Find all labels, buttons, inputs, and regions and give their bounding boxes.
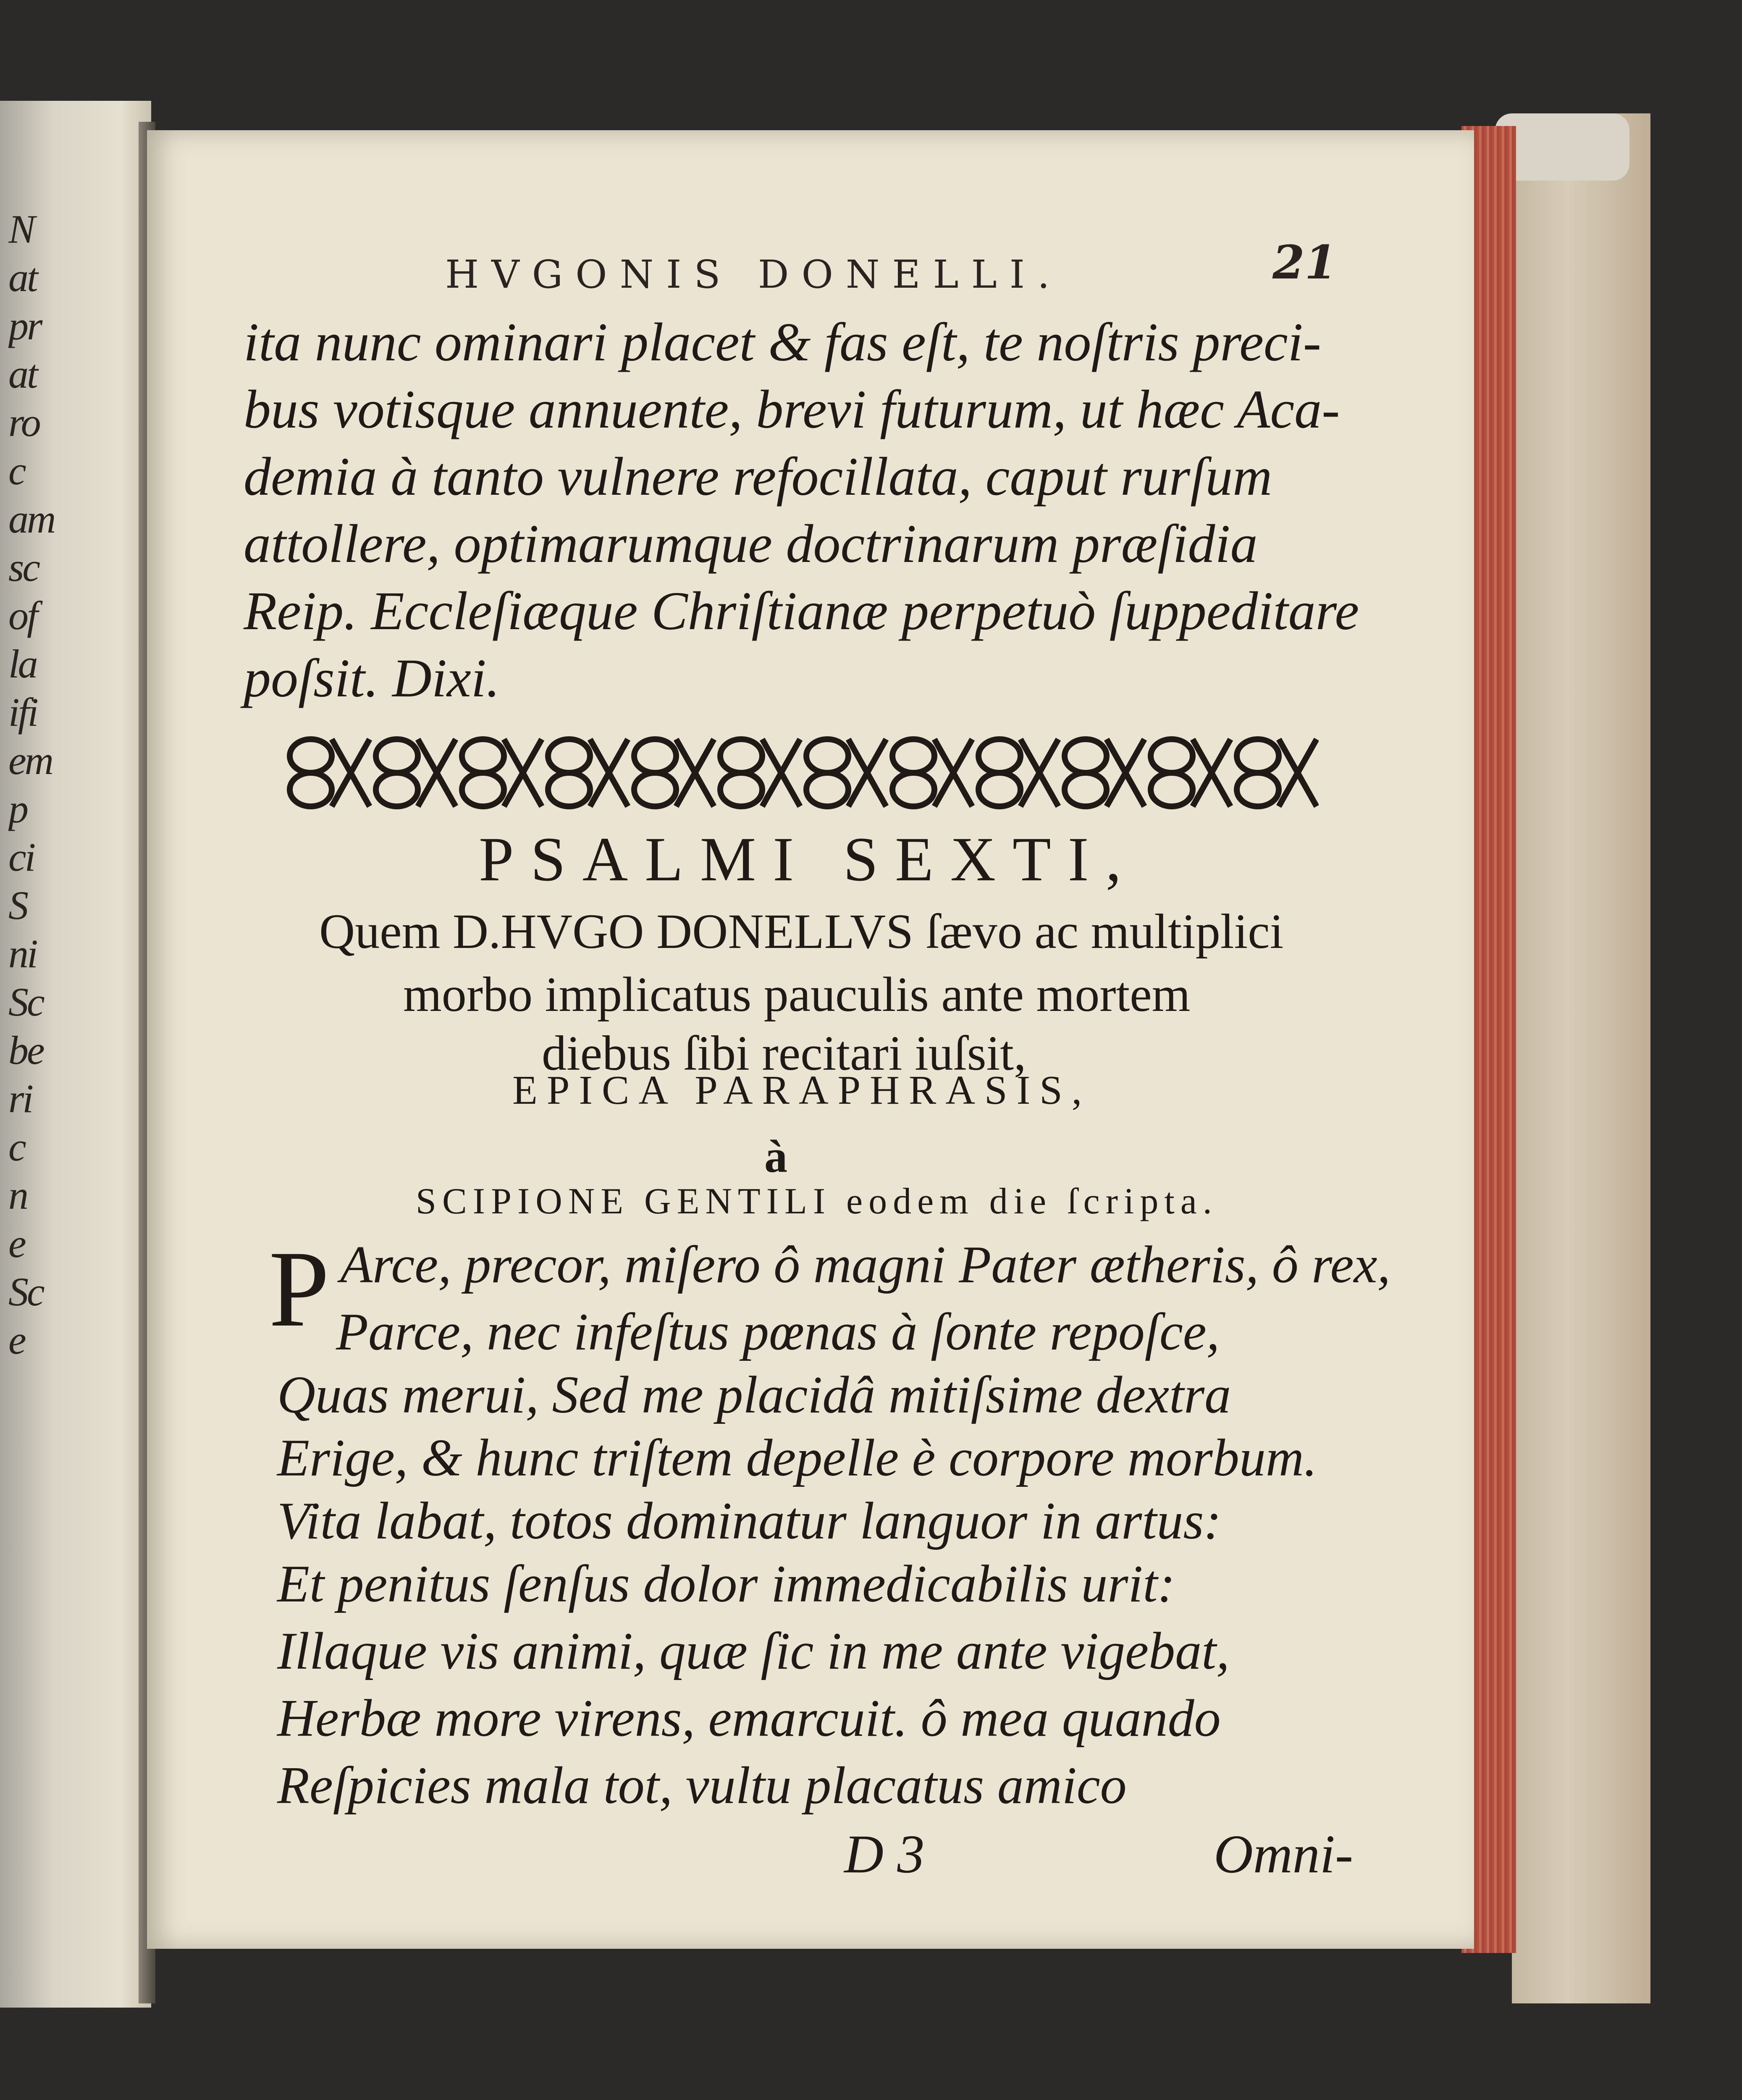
prose-line: demia à tanto vulnere refocillata, caput rurſum — [244, 446, 1272, 507]
title-line: morbo implicatus pauculis ante mortem — [403, 967, 1191, 1022]
left-page-fragment: p — [8, 786, 27, 831]
verse-line: Vita labat, totos dominatur languor in artus: — [277, 1492, 1222, 1550]
left-page-fragment: pr — [8, 303, 41, 348]
ornament-unit — [376, 739, 456, 806]
ornament-unit — [1151, 739, 1230, 806]
verse-line: Et penitus ſenſus dolor immedicabilis urit: — [277, 1555, 1175, 1613]
title-scipione: SCIPIONE GENTILI eodem die ſcripta. — [416, 1181, 1218, 1222]
title-psalmi: PSALMI SEXTI, — [479, 824, 1139, 894]
ornament-unit — [892, 739, 972, 806]
left-page-fragment: ni — [8, 931, 37, 976]
left-page-fragment: e — [8, 1221, 25, 1266]
ornament-unit — [720, 739, 800, 806]
title-line: Quem D.HVGO DONELLVS ſævo ac multiplici — [319, 904, 1284, 959]
left-page-fragment: c — [8, 1124, 25, 1169]
left-page-fragment: n — [8, 1173, 27, 1218]
title-a: à — [764, 1131, 787, 1182]
verse-line: Herbæ more virens, emarcuit. ô mea quando — [277, 1689, 1221, 1748]
left-page-fragment: at — [8, 255, 37, 300]
verse-line: Reſpicies mala tot, vultu placatus amico — [277, 1756, 1127, 1815]
prose-line: ita nunc ominari placet & fas eſt, te noſtris preci- — [244, 312, 1321, 373]
left-page-fragment: sc — [8, 545, 39, 590]
left-page-fragment: e — [8, 1318, 25, 1362]
left-facing-page — [0, 101, 151, 2008]
left-page-fragment: S — [8, 883, 27, 928]
left-page-fragment: em — [8, 738, 52, 783]
prose-line: Reip. Eccleſiæque Chriſtianæ perpetuò ſuppeditare — [244, 581, 1359, 641]
folio-number: 21 — [1272, 235, 1337, 289]
left-page-fragment: of — [8, 593, 37, 638]
title-line: diebus ſibi recitari iuſsit, — [542, 1026, 1026, 1081]
ornament-unit — [462, 739, 542, 806]
verse-line: Erige, & hunc triſtem depelle è corpore morbum. — [277, 1429, 1317, 1487]
running-head: HVGONIS DONELLI. — [445, 252, 1063, 297]
left-page-fragment: at — [8, 352, 37, 396]
left-page-fragment: ro — [8, 400, 39, 445]
left-page-fragment: am — [8, 496, 55, 541]
printer-ornament-band — [277, 722, 1319, 823]
verse-line: Arce, precor, miſero ô magni Pater ætheris, ô rex, — [340, 1236, 1390, 1294]
drop-capital: P — [269, 1228, 330, 1349]
book-binding — [1512, 113, 1650, 2003]
left-page-fragment: la — [8, 641, 37, 686]
left-page-fragment: Sc — [8, 979, 43, 1024]
title-epica: EPICA PARAPHRASIS, — [512, 1068, 1091, 1113]
verse-line: Parce, nec infeſtus pœnas à ſonte repoſce, — [336, 1303, 1220, 1361]
ornament-unit — [1237, 739, 1317, 806]
left-page-fragment: ifi — [8, 690, 37, 735]
left-page-fragment: ci — [8, 835, 34, 879]
left-page-fragment: ri — [8, 1076, 32, 1121]
left-page-text-fragments — [8, 206, 151, 1365]
left-page-fragment: c — [8, 448, 25, 493]
prose-line: attollere, optimarumque doctrinarum præſidia — [244, 514, 1258, 574]
ornament-unit — [290, 739, 370, 806]
ornament-unit — [548, 739, 628, 806]
signature-mark: D 3 — [844, 1824, 925, 1885]
prose-line: bus votisque annuente, brevi futurum, ut hæc Aca- — [244, 379, 1340, 440]
catchword: Omni- — [1214, 1824, 1354, 1885]
ornament-unit — [634, 739, 714, 806]
left-page-fragment: N — [8, 207, 34, 252]
prose-line: poſsit. Dixi. — [244, 648, 500, 709]
left-page-fragment: be — [8, 1028, 43, 1073]
ornament-unit — [979, 739, 1058, 806]
left-page-fragment: Sc — [8, 1269, 43, 1314]
ornament-unit — [806, 739, 886, 806]
ornament-unit — [1065, 739, 1144, 806]
verse-line: Quas merui, Sed me placidâ mitiſsime dextra — [277, 1366, 1231, 1424]
verse-line: Illaque vis animi, quæ ſic in me ante vigebat, — [277, 1622, 1230, 1680]
